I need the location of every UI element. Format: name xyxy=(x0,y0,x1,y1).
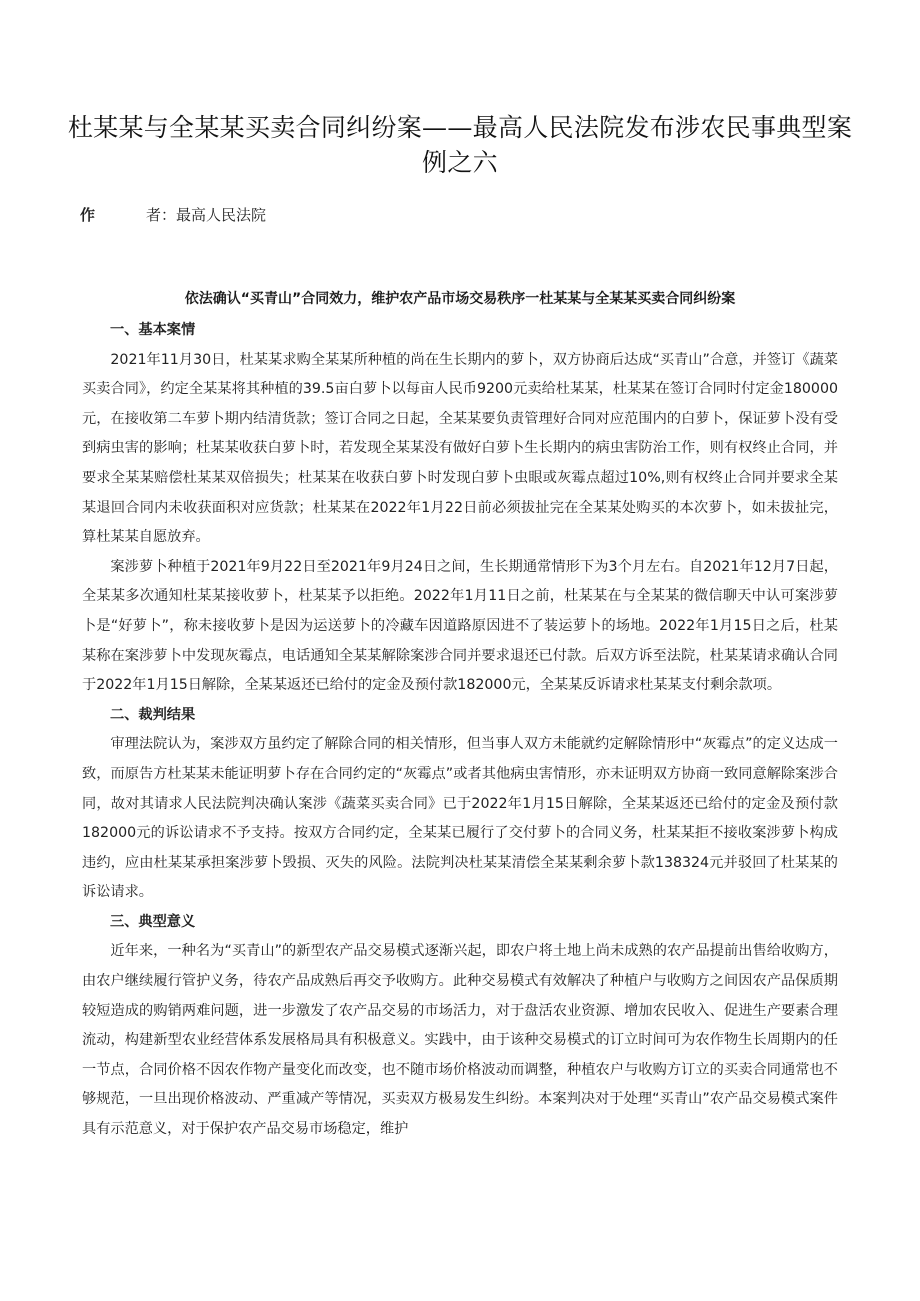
case-subtitle: 依法确认“买青山”合同效力，维护农产品市场交易秩序一杜某某与全某某买卖合同纠纷案 xyxy=(184,291,736,307)
document-body xyxy=(82,316,838,1145)
section-heading-judgment: 二、裁判结果 xyxy=(110,706,196,723)
body-paragraph: 案涉萝卜种植于2021年9月22日至2021年9月24日之间，生长期通常情形下为3个月左右。自2021年12月7日起，全某某多次通知杜某某接收萝卜，杜某某予以拒绝。2022年1月11日之前，杜某某在与全某某的微信聊天中认可案涉萝卜是“好萝卜”，称未接收萝卜是因为运送萝卜的冷藏车因道路原因进不了装运萝卜的场地。2022年1月15日之后，杜某某称在案涉萝卜中发现灰霉点，电话通知全某某解除案涉合同并要求退还已付款。后双方诉至法院，杜某某请求确认合同于2022年1月15日解除，全某某返还已给付的定金及预付款182000元，全某某反诉请求杜某某支付剩余款项。 xyxy=(82,558,838,694)
body-paragraph: 审理法院认为，案涉双方虽约定了解除合同的相关情形，但当事人双方未能就约定解除情形中“灰霉点”的定义达成一致，而原告方杜某某未能证明萝卜存在合同约定的“灰霉点”或者其他病虫害情形，亦未证明双方协商一致同意解除案涉合同，故对其请求人民法院判决确认案涉《蔬菜买卖合同》已于2022年1月15日解除，全某某返还已给付的定金及预付款182000元的诉讼请求不予支持。按双方合同约定，全某某已履行了交付萝卜的合同义务，杜某某拒不接收案涉萝卜构成违约，应由杜某某承担案涉萝卜毁损、灭失的风险。法院判决杜某某清偿全某某剩余萝卜款138324元并驳回了杜某某的诉讼请求。 xyxy=(82,736,838,901)
author-label-first: 作 xyxy=(80,206,96,224)
author-value: 最高人民法院 xyxy=(176,206,267,224)
author-label-second: 者： xyxy=(145,206,176,224)
author-label xyxy=(80,204,176,225)
section-heading-significance: 三、典型意义 xyxy=(110,913,196,930)
body-paragraph: 2021年11月30日，杜某某求购全某某所种植的尚在生长期内的萝卜，双方协商后达成“买青山”合意，并签订《蔬菜买卖合同》，约定全某某将其种植的39.5亩白萝卜以每亩人民币9200元卖给杜某某，杜某某在签订合同时付定金180000元，在接收第二车萝卜期内结清货款；签订合同之日起，全某某要负责管理好合同对应范围内的白萝卜，保证萝卜没有受到病虫害的影响；杜某某收获白萝卜时，若发现全某某没有做好白萝卜生长期内的病虫害防治工作，则有权终止合同，并要求全某某赔偿杜某某双倍损失；杜某某在收获白萝卜时发现白萝卜虫眼或灰霉点超过10%,则有权终止合同并要求全某某退回合同内未收获面积对应货款；杜某某在2022年1月22日前必须拔扯完在全某某处购买的本次萝卜，如未拔扯完，算杜某某自愿放弃。 xyxy=(82,351,838,546)
document-title: 杜某某与全某某买卖合同纠纷案——最高人民法院发布涉农民事典型案例之六 xyxy=(67,113,853,177)
body-paragraph: 近年来，一种名为“买青山”的新型农产品交易模式逐渐兴起，即农户将土地上尚未成熟的农产品提前出售给收购方，由农户继续履行管护义务，待农产品成熟后再交予收购方。此种交易模式有效解决了种植户与收购方之间因农产品保质期较短造成的购销两难问题，进一步激发了农产品交易的市场活力，对于盘活农业资源、增加农民收入、促进生产要素合理流动，构建新型农业经营体系发展格局具有积极意义。实践中，由于该种交易模式的订立时间可为农作物生长周期内的任一节点，合同价格不因农作物产量变化而改变，也不随市场价格波动而调整，种植农户与收购方订立的买卖合同通常也不够规范，一旦出现价格波动、严重减产等情况，买卖双方极易发生纠纷。本案判决对于处理“买青山”农产品交易模式案件具有示范意义，对于保护农产品交易市场稳定，维护 xyxy=(82,943,838,1138)
author-line xyxy=(80,204,266,225)
section-heading-basic-facts: 一、基本案情 xyxy=(110,322,196,338)
